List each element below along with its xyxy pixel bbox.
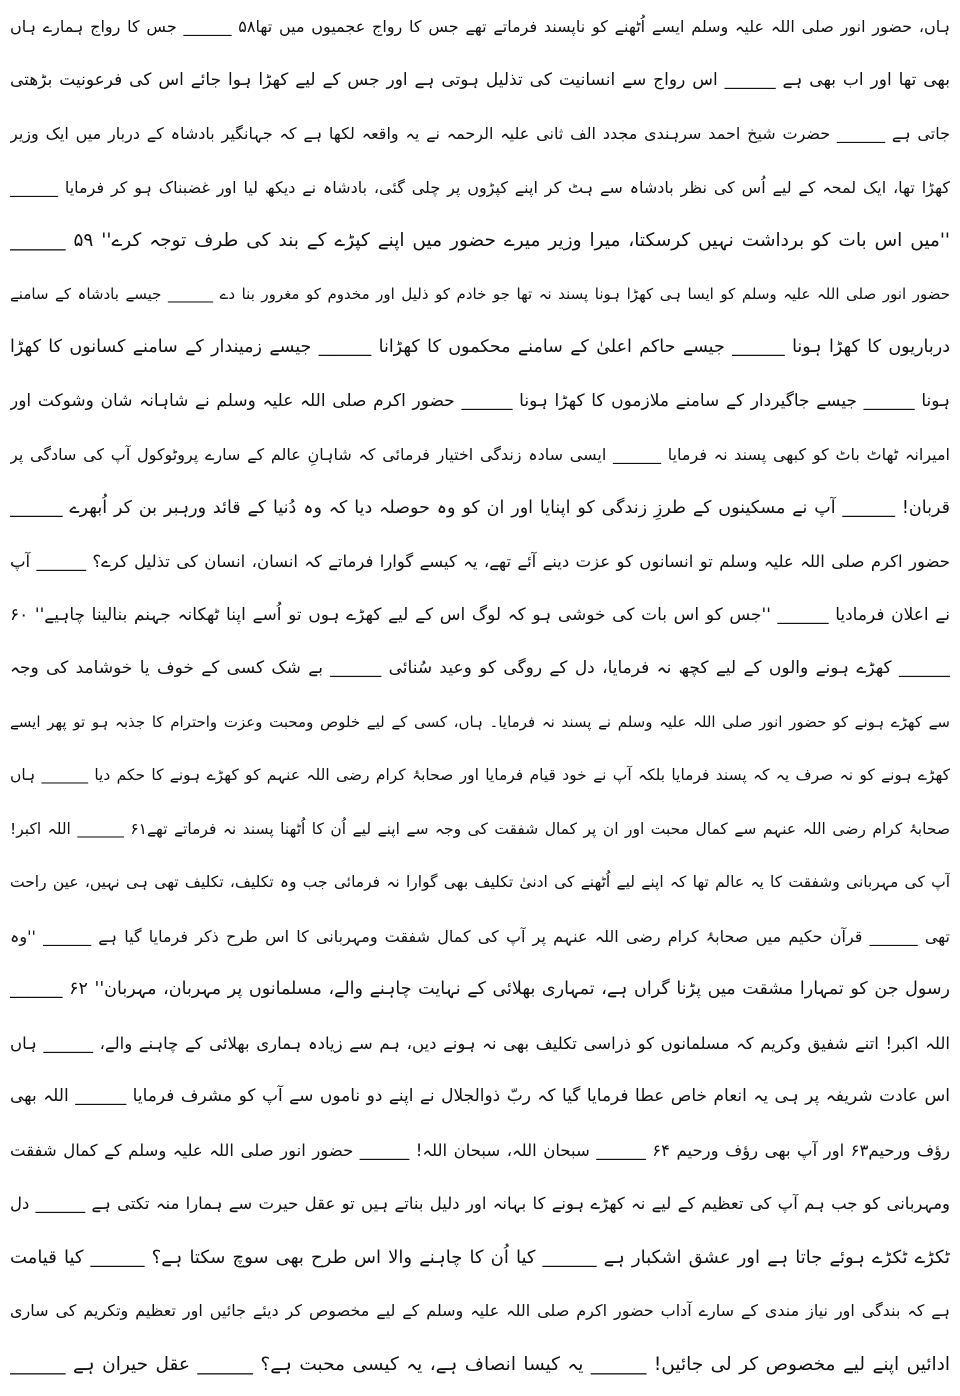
text-line: ہونا ______ جیسے جاگیردار کے سامنے ملازموں کا کھڑا ہونا ______ حضور اکرم صلی اللہ علیہ وسلم نے شاہانہ شان وشوکت اور [10, 390, 950, 411]
text-line: کھڑے ہونے کو نہ صرف یہ کہ پسند فرمایا بلکہ آپ نے خود قیام فرمایا اور صحابۂ کرام رضی اللہ عنہم کو کھڑے ہونے کا حکم دیا ______ ہاں [10, 766, 950, 784]
text-line: اس عادت شریفہ پر ہی یہ انعام خاص عطا فرمایا گیا کہ ربّ ذوالجلال نے اپنے دو ناموں سے آپ کو مشرف فرمایا ______ اللہ بھی [10, 1086, 950, 1106]
text-line: آپ کی مہربانی وشفقت کا یہ عالم تھا کہ اپنے لیے اُٹھنے کی ادنیٰ تکلیف بھی گوارا نہ فرمائی جب وہ تکلیف، تکلیف تھی ہی نہیں، عین راحت [10, 873, 950, 891]
text-line: کھڑا تھا، ایک لمحہ کے لیے اُس کی نظر بادشاہ سے ہٹ کر اپنے کپڑوں پر چلی گئی، بادشاہ نے دیکھ لیا اور غضبناک ہو کر فرمایا ______ [10, 177, 950, 197]
text-line: ٹکڑے ٹکڑے ہوئے جاتا ہے اور عشق اشکبار ہے ______ کیا اُن کا چاہنے والا اس طرح بھی سوچ سکتا ہے؟ ______ کیا قیامت [10, 1246, 950, 1268]
text-line: نے اعلان فرمادیا ______ ''جس کو اس بات کی خوشی ہو کہ لوگ اس کے لیے کھڑے ہوں تو اُسے اپنا ٹھکانہ جہنم بنالینا چاہیے'' ۶۰ [10, 604, 950, 625]
text-line: امیرانہ ٹھاٹ باٹ کو کبھی پسند نہ فرمایا ______ ایسی سادہ زندگی اختیار فرمائی کہ شاہانِ عالم کے سارے پروٹوکول آپ کی سادگی پر [10, 445, 950, 464]
text-line: جاتی ہے ______ حضرت شیخ احمد سرہندی مجدد الف ثانی علیہ الرحمہ نے یہ واقعہ لکھا ہے کہ جہانگیر بادشاہ کے دربار میں ایک وزیر [10, 124, 950, 143]
text-line: تھی ______ قرآن حکیم میں صحابۂ کرام رضی اللہ عنہم پر آپ کی کمال شفقت ومہربانی کا اس طرح ذکر فرمایا گیا ہے ______ ''وہ [10, 926, 950, 946]
text-line: ہے کہ بندگی اور نیاز مندی کے سارے آداب حضور اکرم صلی اللہ علیہ وسلم کے لیے مخصوص کر دیئے جائیں اور تعظیم وتکریم کی ساری [10, 1301, 950, 1320]
text-line: ''میں اس بات کو برداشت نہیں کرسکتا، میرا وزیر میرے حضور میں اپنے کپڑے کے بند کی طرف توجہ کرے'' ۵۹ ______ [10, 230, 950, 251]
text-line: ______ کھڑے ہونے والوں کے لیے کچھ نہ فرمایا، دل کے روگی کو وعید سُنائی ______ بے شک کسی کے خوف یا خوشامد کی وجہ [10, 658, 950, 678]
text-line: سے کھڑے ہونے کو حضور انور صلی اللہ علیہ وسلم نے پسند نہ فرمایا۔ ہاں، کسی کے لیے خلوص ومحبت وعزت واحترام کا جذبہ ہو تو پھر ایسے [10, 712, 950, 731]
text-line: رؤف ورحیم۶۳ اور آپ بھی رؤف ورحیم ۶۴ ______ سبحان اللہ، سبحان اللہ! ______ حضور انور صلی اللہ علیہ وسلم کے کمال شفقت [10, 1140, 950, 1160]
text-line: بھی تھا اور اب بھی ہے ______ اس رواج سے انسانیت کی تذلیل ہوتی ہے اور جس کے لیے کھڑا ہوا جائے اس کی فرعونیت بڑھتی [10, 69, 950, 90]
text-line: صحابۂ کرام رضی اللہ عنہم سے کمال محبت اور ان پر کمال شفقت کی وجہ سے اپنے لیے اُن کا اُٹھنا پسند نہ فرماتے تھے۶۱ ______ اللہ اکبر! [10, 819, 950, 838]
text-line: حضور اکرم صلی اللہ علیہ وسلم تو انسانوں کو عزت دینے آئے تھے، یہ کیسے گوارا فرماتے کہ انسان، انسان کی تذلیل کرے؟ ______ آپ [10, 552, 950, 571]
text-line: ہاں، حضور انور صلی اللہ علیہ وسلم ایسے اُٹھنے کو ناپسند فرماتے تھے جس کا رواج عجمیوں میں تھا۵۸ ______ جس کا رواج ہمارے ہاں [10, 17, 950, 36]
text-line: درباریوں کا کھڑا ہونا ______ جیسے حاکم اعلیٰ کے سامنے محکموں کا کھڑانا ______ جیسے زمیندار کے سامنے کسانوں کا کھڑا [10, 337, 950, 357]
text-line: ومہربانی کو جب ہم آپ کی تعظیم کے لیے نہ کھڑے ہونے کا بہانہ اور دلیل بناتے ہیں تو عقل حیرت سے ہمارا منہ تکتی ہے ______ دل [10, 1194, 950, 1213]
text-line: اللہ اکبر! اتنے شفیق وکریم کہ مسلمانوں کو ذراسی تکلیف بھی نہ ہونے دیں، ہم سے زیادہ ہماری بھلائی کے چاہنے والے، ______ ہاں [10, 1033, 950, 1053]
text-line: ادائیں اپنے لیے مخصوص کر لی جائیں! ______ یہ کیسا انصاف ہے، یہ کیسی محبت ہے؟ ______ عقل حیران ہے ______ [10, 1353, 950, 1375]
text-line: قربان! ______ آپ نے مسکینوں کے طرزِ زندگی کو اپنایا اور ان کو وہ حوصلہ دیا کہ وہ دُنیا کے قائد ورہبر بن کر اُبھرے ______ [10, 497, 950, 518]
text-line: رسول جن کو تمہارا مشقت میں پڑنا گراں ہے، تمہاری بھلائی کے نہایت چاہنے والے، مسلمانوں پر مہربان، مہربان'' ۶۲ ______ [10, 979, 950, 999]
text-line: حضور انور صلی اللہ علیہ وسلم کو ایسا ہی کھڑا ہونا پسند نہ تھا جو خادم کو ذلیل اور مخدوم کو مغرور بنا دے ______ جیسے بادشاہ کے سامنے [10, 284, 950, 303]
